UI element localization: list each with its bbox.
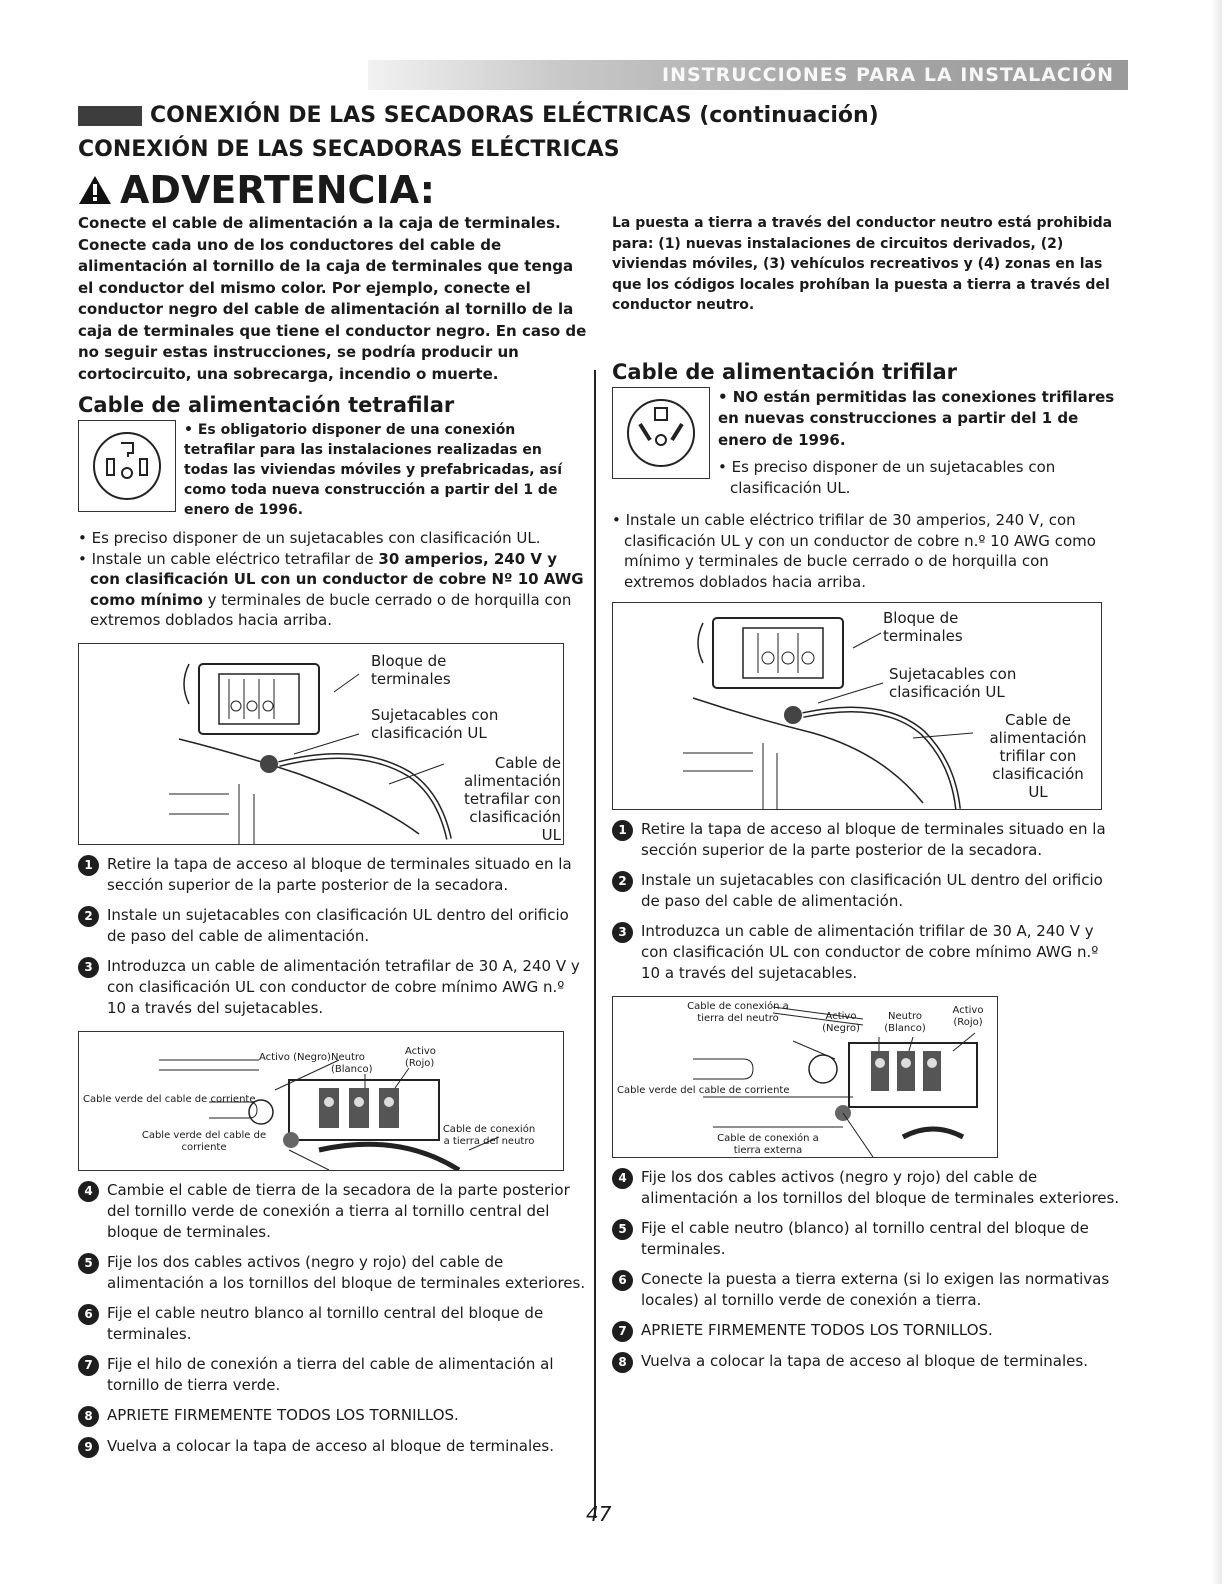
four-wire-label-strain: Sujetacables con clasificación UL	[371, 705, 499, 742]
warning-title: ADVERTENCIA:	[120, 168, 435, 212]
four-wire-bullet-2-c: y terminales de bucle cerrado o de horquilla con extremos doblados hacia arriba.	[90, 590, 572, 629]
three-wire-steps-a	[612, 819, 1122, 984]
step-number: 3	[612, 922, 633, 943]
four-wire-label-cable: Cable de alimentación tetrafilar con clasificación UL	[463, 753, 561, 844]
step-text: Vuelva a colocar la tapa de acceso al bloque de terminales.	[641, 1352, 1088, 1370]
step-item	[78, 1180, 588, 1243]
four-wire-bullet-2	[78, 549, 588, 631]
step-text: APRIETE FIRMEMENTE TODOS LOS TORNILLOS.	[641, 1321, 993, 1339]
three-wire-bullet: • Instale un cable eléctrico trifilar de 30 amperios, 240 V, con clasificación UL y con un conductor de cobre n.º 10 AWG como mínimo y terminales de bucle cerrado o de horquilla con extremos doblados hacia arriba.	[612, 511, 1096, 591]
step-text: Fije los dos cables activos (negro y rojo) del cable de alimentación a los tornillos del bloque de terminales exteriores.	[107, 1252, 586, 1292]
step-text: Conecte la puesta a tierra externa (si lo exigen las normativas locales) al tornillo verde de conexión a tierra.	[641, 1270, 1110, 1309]
step-number: 4	[612, 1168, 633, 1189]
page-number: 47	[586, 1502, 612, 1526]
step-item	[612, 870, 1122, 912]
step-item	[78, 1303, 588, 1345]
three-wire-activo-rojo: Activo (Rojo)	[952, 1005, 984, 1028]
four-wire-note-text: • Es obligatorio disponer de una conexión tetrafilar para las instalaciones realizadas en todas las viviendas móviles y prefabricadas, así como toda nueva construcción a partir del 1 de enero de 1996.	[184, 422, 563, 518]
step-text: Instale un sujetacables con clasificación UL dentro del orificio de paso del cable de alimentación.	[107, 905, 569, 945]
step-number: 7	[78, 1355, 99, 1376]
four-wire-terminal-figure	[78, 643, 564, 845]
step-number: 5	[78, 1253, 99, 1274]
banner-title: INSTRUCCIONES PARA LA INSTALACIÓN	[662, 64, 1114, 86]
three-wire-label-strain: Sujetacables con clasificación UL	[889, 665, 1017, 701]
step-text: Fije el cable neutro blanco al tornillo central del bloque de terminales.	[107, 1303, 544, 1343]
warning-heading	[78, 168, 435, 212]
three-prong-outlet-icon	[612, 387, 710, 479]
step-item	[78, 854, 588, 896]
three-wire-activo-negro: Activo (Negro)	[822, 1011, 860, 1034]
step-text: Retire la tapa de acceso al bloque de terminales situado en la sección superior de la parte posterior de la secadora.	[641, 820, 1106, 859]
step-number: 6	[612, 1270, 633, 1291]
column-divider	[594, 370, 596, 1518]
three-wire-note-bold: • NO están permitidas las conexiones trifilares en nuevas construcciones a partir del 1 de enero de 1996.	[718, 387, 1115, 449]
section-subtitle: CONEXIÓN DE LAS SECADORAS ELÉCTRICAS	[78, 137, 620, 162]
four-wire-label-block: Bloque de terminales	[371, 651, 451, 688]
step-text: APRIETE FIRMEMENTE TODOS LOS TORNILLOS.	[107, 1405, 459, 1424]
four-wire-tierra-neutro: Cable de conexión a tierra del neutro	[442, 1123, 536, 1147]
four-wire-note	[78, 420, 588, 520]
four-wire-wiring-figure	[78, 1031, 564, 1171]
step-item	[78, 1354, 588, 1396]
step-number: 5	[612, 1219, 633, 1240]
three-wire-tierra-neutro: Cable de conexión a tierra del neutro	[687, 1001, 789, 1024]
page-edge	[1212, 0, 1222, 1584]
four-wire-bullet-2-b: 30 amperios, 240 V y con clasificación UL con un conductor de cobre Nº 10 AWG como mínimo	[90, 549, 584, 609]
three-wire-terminal-figure	[612, 602, 1102, 810]
four-wire-steps-b	[78, 1180, 588, 1458]
step-item	[612, 1351, 1122, 1373]
step-item	[78, 956, 588, 1019]
step-number: 8	[612, 1352, 633, 1373]
right-column	[612, 213, 1122, 1373]
three-wire-label-block: Bloque de terminales	[883, 609, 963, 645]
four-wire-verde-2: Cable verde del cable de corriente	[141, 1129, 267, 1153]
step-item	[612, 1167, 1122, 1209]
four-prong-outlet-icon	[78, 420, 176, 512]
four-wire-heading: Cable de alimentación tetrafilar	[78, 393, 455, 417]
three-wire-note	[612, 387, 1122, 499]
left-column	[78, 213, 588, 1458]
step-item	[78, 905, 588, 947]
warning-left-text: Conecte el cable de alimentación a la caja de terminales. Conecte cada uno de los conductores del cable de alimentación al tornillo de la caja de terminales que tenga el conductor del mismo color. Por ejemplo, conecte el conductor negro del cable de alimentación al tornillo de la caja de terminales que tiene el conductor negro. En caso de no seguir estas instrucciones, se podría producir un cortocircuito, una sobrecarga, incendio o muerte.	[78, 214, 587, 383]
step-text: Vuelva a colocar la tapa de acceso al bloque de terminales.	[107, 1436, 554, 1455]
step-number: 1	[612, 820, 633, 841]
step-item	[612, 819, 1122, 861]
three-wire-externa: Cable de conexión a tierra externa	[717, 1133, 819, 1156]
step-text: Fije el hilo de conexión a tierra del cable de alimentación al tornillo de tierra verde.	[107, 1354, 554, 1394]
step-number: 1	[78, 855, 99, 876]
four-wire-steps-a	[78, 854, 588, 1019]
step-item	[612, 1269, 1122, 1311]
four-wire-bullet-1: • Es preciso disponer de un sujetacables con clasificación UL.	[78, 529, 541, 547]
three-wire-label-cable: Cable de alimentación trifilar con clasificación UL	[989, 711, 1087, 801]
three-wire-note-2: • Es preciso disponer de un sujetacables con clasificación UL.	[718, 458, 1056, 497]
step-number: 8	[78, 1406, 99, 1427]
step-text: Instale un sujetacables con clasificación UL dentro del orificio de paso del cable de alimentación.	[641, 871, 1103, 910]
step-text: Retire la tapa de acceso al bloque de terminales situado en la sección superior de la parte posterior de la secadora.	[107, 854, 572, 894]
three-wire-steps-b	[612, 1167, 1122, 1373]
step-item	[612, 1218, 1122, 1260]
section-title	[78, 103, 879, 128]
step-item	[78, 1405, 588, 1427]
step-number: 3	[78, 957, 99, 978]
step-text: Introduzca un cable de alimentación trifilar de 30 A, 240 V y con clasificación UL con conductor de cobre mínimo AWG n.º 10 a través del sujetacables.	[641, 922, 1099, 982]
section-marker	[78, 106, 142, 126]
three-wire-heading: Cable de alimentación trifilar	[612, 359, 958, 384]
step-item	[78, 1436, 588, 1458]
step-text: Cambie el cable de tierra de la secadora de la parte posterior del tornillo verde de conexión a tierra al tornillo central del bloque de terminales.	[107, 1180, 570, 1241]
step-number: 2	[612, 871, 633, 892]
section-title-text: CONEXIÓN DE LAS SECADORAS ELÉCTRICAS (continuación)	[150, 103, 879, 128]
three-wire-wiring-figure	[612, 996, 998, 1158]
warning-right-text: La puesta a tierra a través del conductor neutro está prohibida para: (1) nuevas instalaciones de circuitos derivados, (2) viviendas móviles, (3) vehículos recreativos y (4) zonas en las que los códigos locales prohíban la puesta a tierra a través del conductor neutro.	[612, 215, 1113, 313]
four-wire-activo-rojo: Activo (Rojo)	[405, 1045, 436, 1069]
warning-icon	[78, 175, 112, 205]
four-wire-activo-negro: Activo (Negro)	[259, 1051, 331, 1063]
four-wire-bullet-2-a: • Instale un cable eléctrico tetrafilar de	[78, 549, 379, 568]
four-wire-neutro-blanco: Neutro (Blanco)	[331, 1051, 373, 1075]
step-item	[78, 1252, 588, 1294]
step-text: Introduzca un cable de alimentación tetrafilar de 30 A, 240 V y con clasificación UL con conductor de cobre mínimo AWG n.º 10 a través del sujetacables.	[107, 956, 580, 1017]
step-number: 6	[78, 1304, 99, 1325]
three-wire-neutro-blanco: Neutro (Blanco)	[884, 1011, 926, 1034]
step-text: Fije el cable neutro (blanco) al tornillo central del bloque de terminales.	[641, 1219, 1089, 1258]
four-wire-verde-1: Cable verde del cable de corriente	[83, 1093, 256, 1105]
three-wire-verde: Cable verde del cable de corriente	[617, 1085, 790, 1096]
step-number: 7	[612, 1321, 633, 1342]
step-item	[612, 921, 1122, 984]
step-number: 9	[78, 1437, 99, 1458]
header-banner	[368, 60, 1128, 90]
step-item	[612, 1320, 1122, 1342]
step-text: Fije los dos cables activos (negro y rojo) del cable de alimentación a los tornillos del bloque de terminales exteriores.	[641, 1168, 1120, 1207]
step-number: 4	[78, 1181, 99, 1202]
step-number: 2	[78, 906, 99, 927]
